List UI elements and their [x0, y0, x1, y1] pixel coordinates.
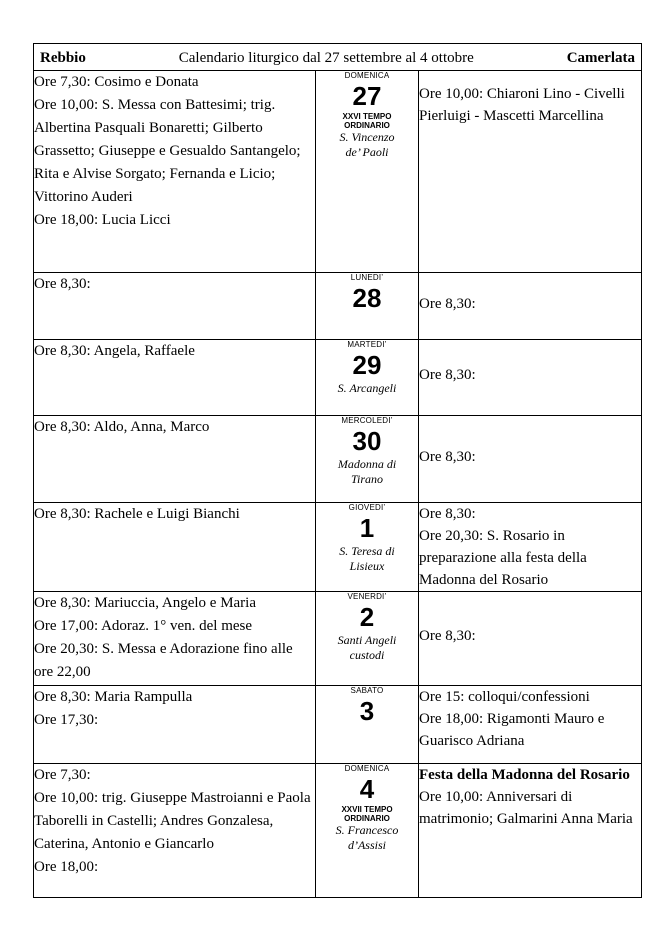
mass-intention-line: Ore 8,30: Maria Rampulla — [34, 689, 193, 705]
day-number: 28 — [352, 283, 382, 313]
saint-of-day: de’ Paoli — [345, 145, 389, 159]
mass-intention-line: Ore 8,30: Mariuccia, Angelo e Maria — [34, 595, 257, 611]
camerlata-mass-cell — [419, 592, 642, 686]
mass-intention-line: Ore 18,00: Rigamonti Mauro e Guarisco Adriana — [419, 711, 605, 749]
rebbio-mass-cell — [34, 340, 316, 416]
liturgical-season: XXVII TEMPO — [341, 805, 393, 814]
day-cell — [316, 340, 419, 416]
day-name: MERCOLEDI’ — [341, 416, 393, 425]
camerlata-mass-cell — [419, 416, 642, 503]
mass-intention-line: Ore 8,30: Angela, Raffaele — [34, 343, 195, 359]
parish-left-name: Rebbio — [40, 50, 86, 66]
day-cell — [316, 273, 419, 340]
rebbio-mass-cell — [34, 764, 316, 898]
mass-intention-line: Ore 15: colloqui/confessioni — [419, 689, 590, 705]
rebbio-mass-cell — [34, 686, 316, 764]
day-cell — [316, 592, 419, 686]
calendar-day-row — [34, 764, 642, 898]
mass-intention-line: Ore 8,30: — [419, 628, 476, 644]
saint-of-day: d’Assisi — [347, 838, 386, 852]
day-cell — [316, 686, 419, 764]
camerlata-mass-cell — [419, 71, 642, 273]
day-number: 30 — [352, 426, 382, 456]
day-name: DOMENICA — [344, 764, 390, 773]
mass-intention-line: Ore 7,30: Cosimo e Donata — [34, 74, 199, 90]
camerlata-mass-cell — [419, 340, 642, 416]
day-cell — [316, 416, 419, 503]
day-number: 3 — [359, 696, 375, 726]
camerlata-mass-cell — [419, 686, 642, 764]
mass-intention-line: Ore 8,30: — [419, 448, 476, 465]
mass-intention-line: Ore 8,30: — [419, 367, 476, 383]
rebbio-mass-cell — [34, 273, 316, 340]
parish-right-name: Camerlata — [566, 50, 636, 66]
mass-intention-line: Ore 18,00: Lucia Licci — [34, 212, 171, 228]
saint-of-day: Madonna di — [337, 457, 397, 471]
rebbio-mass-cell — [34, 71, 316, 273]
saint-of-day: Lisieux — [349, 559, 385, 573]
mass-intention-line: Ore 8,30: Rachele e Luigi Bianchi — [34, 506, 240, 522]
saint-of-day: custodi — [349, 648, 385, 662]
saint-of-day: S. Arcangeli — [337, 381, 397, 395]
mass-intention-line: Ore 8,30: — [419, 295, 476, 312]
mass-intention-line: Ore 17,00: Adoraz. 1° ven. del mese — [34, 618, 253, 634]
day-name: VENERDI’ — [347, 592, 387, 601]
liturgical-calendar-table — [33, 43, 642, 898]
mass-intention-line: Ore 8,30: — [419, 506, 476, 522]
camerlata-mass-cell — [419, 764, 642, 898]
rebbio-mass-cell — [34, 503, 316, 592]
mass-intention-line: Ore 10,00: trig. Giuseppe Mastroianni e Paola Taborelli in Castelli; Andres Gonzalesa, Caterina, Antonio e Giancarlo — [34, 790, 311, 852]
day-number: 2 — [359, 602, 375, 632]
saint-of-day: S. Teresa di — [339, 544, 395, 558]
mass-intention-line: Ore 8,30: Aldo, Anna, Marco — [34, 419, 210, 435]
rebbio-mass-cell — [34, 416, 316, 503]
mass-intention-line: Ore 8,30: — [34, 276, 91, 292]
mass-intention-line: Ore 7,30: — [34, 767, 91, 783]
saint-of-day: Tirano — [350, 472, 383, 486]
mass-intention-line: Ore 18,00: — [34, 859, 99, 875]
mass-intention-line: Ore 10,00: Anniversari di matrimonio; Galmarini Anna Maria — [419, 789, 633, 827]
calendar-day-row — [34, 416, 642, 503]
day-cell — [316, 503, 419, 592]
calendar-day-row — [34, 503, 642, 592]
feast-title: Festa della Madonna del Rosario — [419, 767, 630, 783]
calendar-day-row — [34, 340, 642, 416]
calendar-day-row — [34, 273, 642, 340]
day-number: 29 — [352, 350, 382, 380]
day-number: 27 — [352, 81, 382, 111]
saint-of-day: S. Francesco — [335, 823, 399, 837]
day-name: SABATO — [350, 686, 384, 695]
day-cell — [316, 764, 419, 898]
day-number: 1 — [359, 513, 375, 543]
day-name: MARTEDI’ — [347, 340, 387, 349]
calendar-day-row — [34, 71, 642, 273]
camerlata-mass-cell — [419, 503, 642, 592]
mass-intention-line: Ore 20,30: S. Rosario in preparazione alla festa della Madonna del Rosario — [419, 528, 587, 588]
day-name: DOMENICA — [344, 71, 390, 80]
day-number: 4 — [359, 774, 375, 804]
calendar-title: Calendario liturgico dal 27 settembre al 4 ottobre — [178, 50, 474, 66]
mass-intention-line: Ore 10,00: Chiaroni Lino - Civelli Pierluigi - Mascetti Marcellina — [419, 86, 625, 124]
calendar-header-row — [34, 44, 642, 71]
camerlata-mass-cell — [419, 273, 642, 340]
rebbio-mass-cell — [34, 592, 316, 686]
calendar-day-row — [34, 686, 642, 764]
day-name: GIOVEDI’ — [348, 503, 386, 512]
liturgical-season: XXVI TEMPO — [342, 112, 392, 121]
day-name: LUNEDI’ — [350, 273, 384, 282]
liturgical-season: ORDINARIO — [344, 814, 390, 823]
calendar-day-row — [34, 592, 642, 686]
mass-intention-line: Ore 20,30: S. Messa e Adorazione fino alle ore 22,00 — [34, 641, 293, 680]
saint-of-day: S. Vincenzo — [339, 130, 395, 144]
saint-of-day: Santi Angeli — [337, 633, 397, 647]
day-cell — [316, 71, 419, 273]
mass-intention-line: Ore 10,00: S. Messa con Battesimi; trig. Albertina Pasquali Bonaretti; Gilberto Grassetto; Giuseppe e Gesualdo Santangelo; Rita e Alvise Sorgato; Fernanda e Licio; Vittorino Auderi — [34, 97, 301, 205]
mass-intention-line: Ore 17,30: — [34, 712, 99, 728]
liturgical-season: ORDINARIO — [344, 121, 390, 130]
